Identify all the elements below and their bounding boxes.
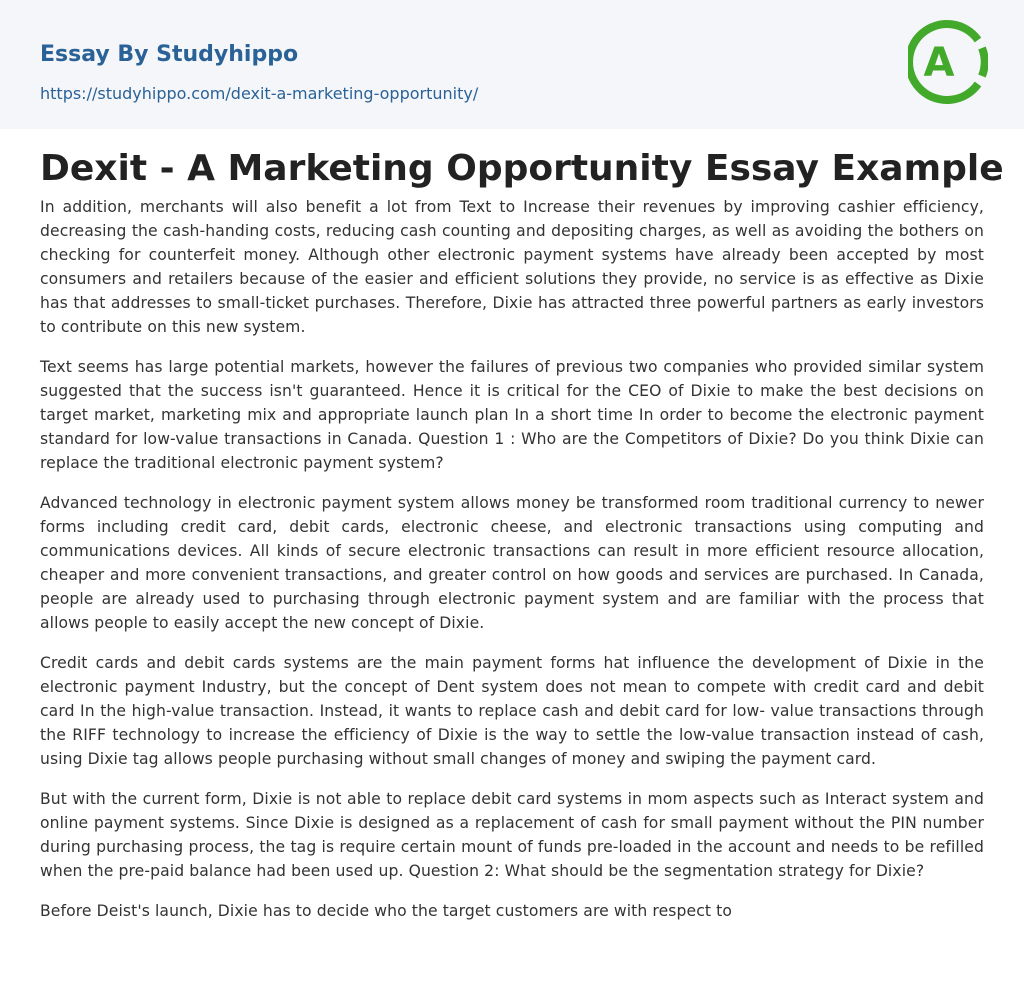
article-content xyxy=(0,129,1024,923)
logo-letter: A xyxy=(923,40,955,86)
essay-paragraph-6: Before Deist's launch, Dixie has to decide who the target customers are with respect to xyxy=(40,902,732,920)
source-url-link[interactable]: https://studyhippo.com/dexit-a-marketing-opportunity/ xyxy=(40,84,479,103)
logo-ring-right xyxy=(982,48,985,76)
essay-paragraph-4: Credit cards and debit cards systems are the main payment forms hat influence the development of Dixie in the electronic payment Industry, but the concept of Dent system does not mean to compete with credit card and debit card In the high-value transaction. Instead, it wants to replace cash and debit card for low- value transactions through the RIFF technology to increase the efficiency of Dixie is the way to settle the low-value transaction instead of cash, using Dixie tag allows people purchasing without small changes of money and swiping the payment card. xyxy=(40,654,984,768)
site-brand[interactable]: Essay By Studyhippo xyxy=(40,42,299,67)
essay-paragraph-2: Text seems has large potential markets, however the failures of previous two companies who provided similar system suggested that the success isn't guaranteed. Hence it is critical for the CEO of Dixie to make the best decisions on target market, marketing mix and appropriate launch plan In a short time In order to become the electronic payment standard for low-value transactions in Canada. Question 1 : Who are the Competitors of Dixie? Do you think Dixie can replace the traditional electronic payment system? xyxy=(40,358,984,472)
essay-paragraph-1: In addition, merchants will also benefit a lot from Text to Increase their revenues by improving cashier efficiency, decreasing the cash-handing costs, reducing cash counting and depositing charges, as well as avoiding the bothers on checking for counterfeit money. Although other electronic payment systems have already been accepted by most consumers and retailers because of the easier and efficient solutions they provide, no service is as effective as Dixie has that addresses to small-ticket purchases. Therefore, Dixie has attracted three powerful partners as early investors to contribute on this new system. xyxy=(40,198,984,336)
site-header xyxy=(0,0,1024,129)
studyhippo-logo-icon[interactable] xyxy=(908,18,988,106)
essay-paragraph-3: Advanced technology in electronic payment system allows money be transformed room traditional currency to newer forms including credit card, debit cards, electronic cheese, and electronic transactions using computing and communications devices. All kinds of secure electronic transactions can result in more efficient resource allocation, cheaper and more convenient transactions, and greater control on how goods and services are purchased. In Canada, people are already used to purchasing through electronic payment system and are familiar with the process that allows people to easily accept the new concept of Dixie. xyxy=(40,494,984,632)
page-title: Dexit - A Marketing Opportunity Essay Example xyxy=(40,148,1004,189)
essay-paragraph-5: But with the current form, Dixie is not able to replace debit card systems in mom aspects such as Interact system and online payment systems. Since Dixie is designed as a replacement of cash for small payment without the PIN number during purchasing process, the tag is require certain mount of funds pre-loaded in the account and needs to be refilled when the pre-paid balance had been used up. Question 2: What should be the segmentation strategy for Dixie? xyxy=(40,790,984,880)
